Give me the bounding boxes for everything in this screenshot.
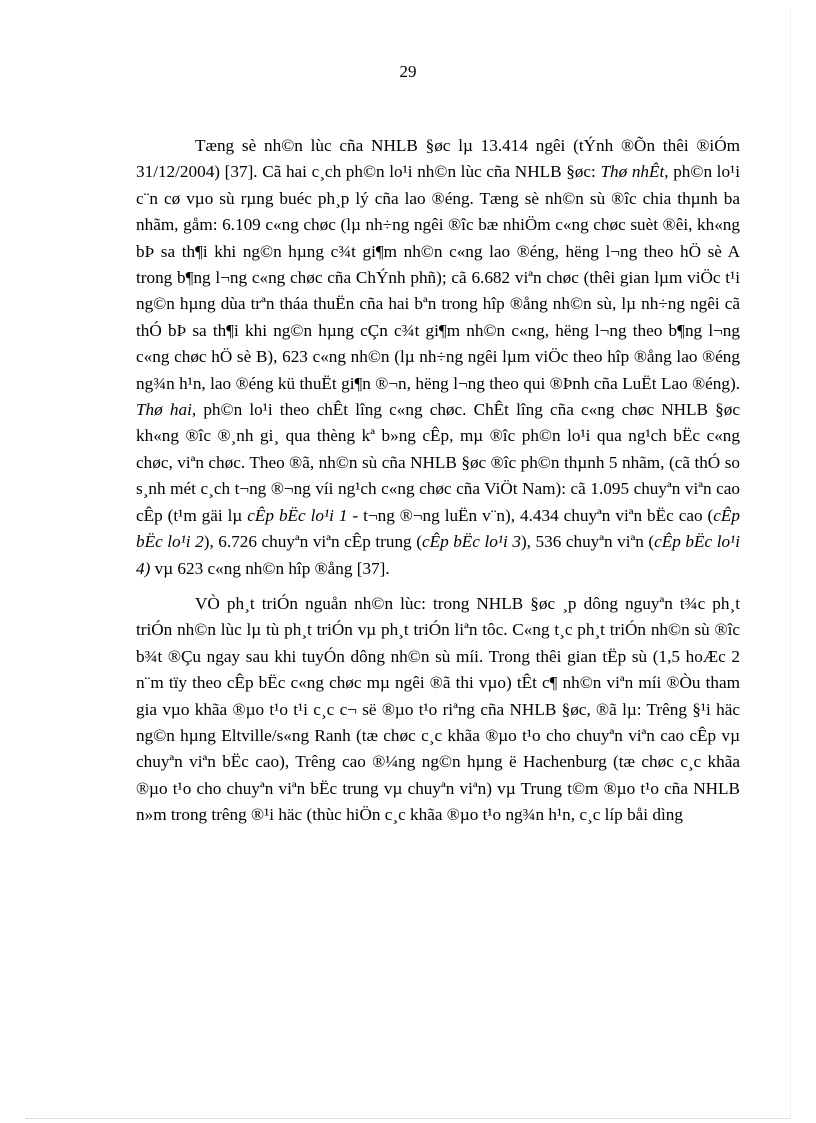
text-run: ), 536 chuyªn viªn ( (520, 532, 655, 552)
italic-text-run: cÊp bËc lo¹i 2 (136, 505, 740, 552)
italic-text-run: cÊp bËc lo¹i 1 (247, 505, 348, 525)
text-run: Tæng sè nh©n lùc cña NHLB §øc lµ 13.414 ngêi (tÝnh ®Õn thêi ®iÓm 31/12/2004) [37]. Cã hai c¸ch ph©n lo¹i nh©n lùc cña NHLB §øc: (136, 136, 740, 182)
body-text (136, 133, 740, 829)
text-run: ), 6.726 chuyªn viªn cÊp trung ( (203, 532, 422, 552)
text-run: VÒ ph¸t triÓn nguån nh©n lùc: trong NHLB §øc ¸p dông nguyªn t¾c ph¸t triÓn nh©n lùc lµ tù ph¸t triÓn vµ ph¸t triÓn liªn tôc. C«ng t¸c ph¸t triÓn nh©n sù ®îc b¾t ®Çu ngay sau khi tuyÓn dông nh©n sù míi. Trong thêi gian tËp sù (1,5 hoÆc 2 n¨m tïy theo cÊp bËc c«ng chøc mµ ngêi ®ã thi vµo) tÊt c¶ nh©n viªn míi ®Òu tham gia vµo khãa ®µo t¹o t¹i c¸c c¬ së ®µo t¹o riªng cña NHLB §øc, ®ã lµ: Trêng §¹i häc ng©n hµng Eltville/s«ng Ranh (tæ chøc c¸c khãa ®µo t¹o cho chuyªn viªn cao cÊp vµ chuyªn viªn bËc cao), Trêng cao ®¼ng ng©n hµng ë Hachenburg (tæ chøc c¸c khãa ®µo t¹o cho chuyªn viªn bËc trung vµ chuyªn viªn) vµ Trung t©m ®µo t¹o cña NHLB n»m trong trêng ®¹i häc (thùc hiÖn c¸c khãa ®µo t¹o ng¾n h¹n, c¸c líp båi dìng (136, 593, 740, 825)
text-run: vµ 623 c«ng nh©n hîp ®ång [37]. (150, 558, 390, 578)
text-run: , ph©n lo¹i theo chÊt lîng c«ng chøc. ChÊt lîng cña c«ng chøc NHLB §øc kh«ng ®îc ®¸nh gi¸ qua thèng kª b»ng cÊp, mµ ®îc ph©n lo¹i qua ng¹ch bËc c«ng chøc, viªn chøc. Theo ®ã, nh©n sù cña NHLB §øc ®îc ph©n thµnh 5 nhãm, (cã thÓ so s¸nh mét c¸ch t¬ng ®¬ng víi ng¹ch c«ng chøc cña ViÖt Nam): cã 1.095 chuyªn viªn cao cÊp (t¹m gäi lµ (136, 400, 740, 525)
bottom-border (26, 1118, 790, 1119)
paragraph-1 (136, 133, 740, 582)
italic-text-run: cÊp bËc lo¹i 4) (136, 532, 740, 578)
italic-text-run: Thø nhÊt (600, 162, 665, 182)
right-border (790, 10, 791, 1118)
page-number: 29 (399, 62, 417, 81)
italic-text-run: cÊp bËc lo¹i 3 (421, 532, 521, 552)
text-run: , ph©n lo¹i c¨n cø vµo sù rµng buéc ph¸p lý cña lao ®éng. Tæng sè nh©n sù ®îc chia thµnh ba nhãm, gåm: 6.109 c«ng chøc (lµ nh÷ng ngêi ®îc bæ nhiÖm c«ng chøc suèt ®êi, kh«ng bÞ sa th¶i khi ng©n hµng c¾t gi¶m nh©n c«ng lao ®éng, hëng l¬ng theo hÖ sè A trong b¶ng l¬ng c«ng chøc cña ChÝnh phñ); cã 6.682 viªn chøc (thêi gian lµm viÖc t¹i ng©n hµng dùa trªn tháa thuËn cña hai bªn trong hîp ®ång nh©n sù, lµ nh÷ng ngêi cã thÓ bÞ sa th¶i khi ng©n hµng cÇn c¾t gi¶m nh©n c«ng, hëng l¬ng theo b¶ng l¬ng c«ng chøc hÖ sè B), 623 c«ng nh©n (lµ nh÷ng ngêi lµm viÖc theo hîp ®ång lao ®éng ng¾n h¹n, lao ®éng kü thuËt gi¶n ®¬n, hëng l¬ng theo qui ®Þnh cña LuËt Lao ®éng). (136, 162, 740, 393)
paragraph-2 (136, 591, 740, 829)
text-run: - t¬ng ®¬ng luËn v¨n), 4.434 chuyªn viªn bËc cao ( (347, 505, 714, 525)
italic-text-run: Thø hai (136, 400, 192, 420)
